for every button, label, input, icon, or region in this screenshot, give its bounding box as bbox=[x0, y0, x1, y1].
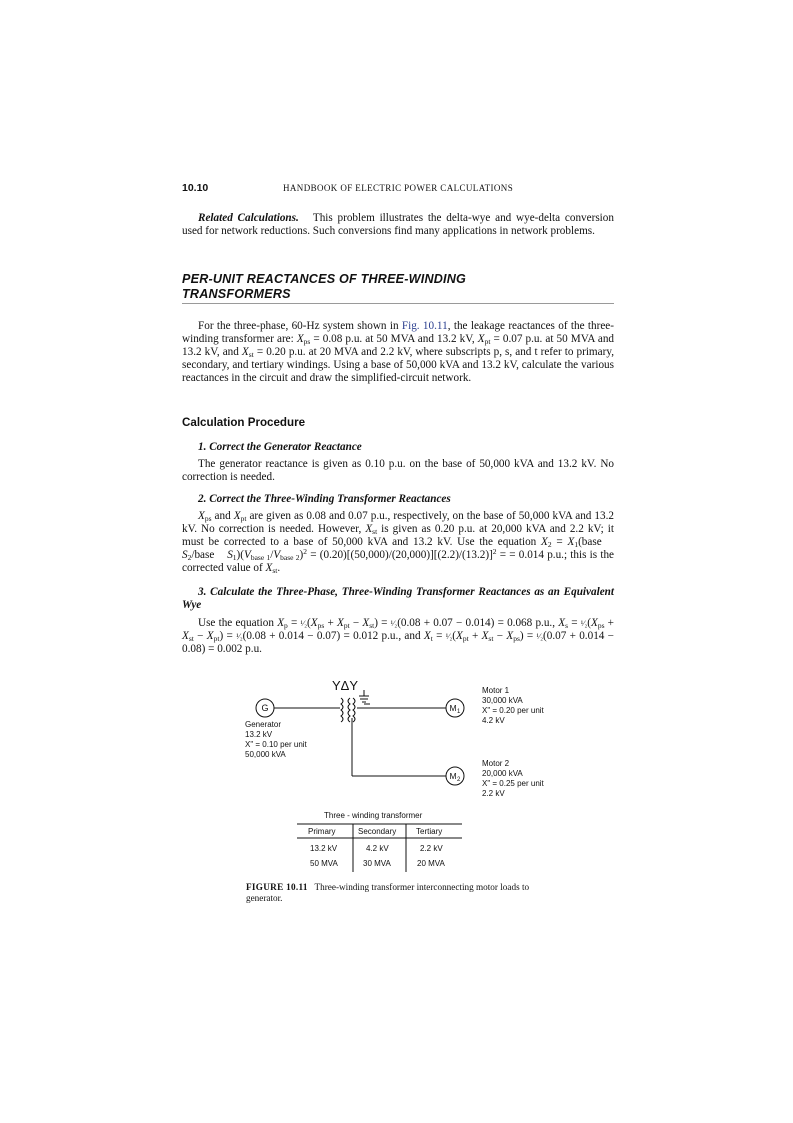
table-header-tertiary: Tertiary bbox=[416, 827, 443, 836]
table-cell: 4.2 kV bbox=[366, 844, 389, 853]
motor2-kv: 2.2 kV bbox=[482, 789, 505, 798]
step3-title: 3. Calculate the Three-Phase, Three-Winding Transformer Reactances as an Equivalent Wye bbox=[182, 586, 614, 611]
page-number: 10.10 bbox=[182, 182, 209, 194]
table-cell: 30 MVA bbox=[363, 859, 391, 868]
motor1-reactance: X" = 0.20 per unit bbox=[482, 706, 544, 715]
step1-title: 1. Correct the Generator Reactance bbox=[198, 441, 362, 453]
figure-caption bbox=[246, 882, 566, 904]
step3-xt: (0.07 + 0.014 − 0.08) = 0.002 p.u. bbox=[182, 630, 614, 655]
section-title bbox=[182, 272, 614, 302]
motor2-reactance: X" = 0.25 per unit bbox=[482, 779, 544, 788]
procedure-heading: Calculation Procedure bbox=[182, 416, 306, 429]
motor1-kva: 30,000 kVA bbox=[482, 696, 523, 705]
step2-d: = 0.014 p.u.; this is the corrected value of bbox=[182, 549, 615, 574]
motor1-label: Motor 1 bbox=[482, 686, 510, 695]
figure-caption-text: Three-winding transformer interconnecting motor loads to generator. bbox=[246, 882, 530, 903]
section-divider bbox=[182, 303, 614, 304]
ground-icon bbox=[359, 690, 369, 702]
motor1-kv: 4.2 kV bbox=[482, 716, 505, 725]
intro-xpt: = 0.07 p.u. at 50 MVA and 13.2 kV, and bbox=[182, 333, 615, 358]
table-header-primary: Primary bbox=[308, 827, 336, 836]
intro-text: For the three-phase, 60-Hz system shown in bbox=[198, 320, 402, 332]
generator-label: Generator bbox=[245, 720, 282, 729]
intro-xst: = 0.20 p.u. at 20 MVA and 2.2 kV, where subscripts p, s, and t refer to primary, secondary, and tertiary windings. Using a base of 50,000 kVA and 13.2 kV, calculate the various reactances in the circuit and draw the simplified-circuit network. bbox=[182, 346, 614, 384]
step2-title: 2. Correct the Three-Winding Transformer Reactances bbox=[198, 493, 451, 505]
problem-statement: For the three-phase, 60-Hz system shown in Fig. 10.11, the leakage reactances of the three-winding transformer are: $X_{ps} = 0.08$ p.u. at 50 MVA and 13.2 kV, $X_{pt} = 0.07$ p.u. at 50 MVA and 13.2 kV, and $X_{st} = 0.20$ p.u. at 20 MVA and 2.2 kV, where subscripts p, s, and t refer to primary, secondary, and tertiary windings. Using a base of 50,000 kVA and 13.2 kV, calculate the various reactances in the circuit and draw the simplified-circuit network. bbox=[182, 320, 615, 384]
step2-text: $X_{ps}$ and $X_{pt}$ are given as 0.08 and 0.07 p.u., respectively, on the base of 50,000 kVA and 13.2 kV. No correction is needed. However, $X_{st}$ is given as 0.20 p.u. at 20,000 kVA and 2.2 kV; it must be corrected to a base of 50,000 kVA and 13.2 kV. Use the equation $X_2$ = $X_1(base$ $S_2$/base $S_1)(V_{base 1}/V_{base 2})^2 = (0.20)[(50,000)/(20,000)][(2.2)/(13.2)]^2$ = = 0.014 p.u.; this is the corrected value of $X_{st}$. bbox=[182, 510, 615, 575]
figure-link[interactable]: Fig. 10.11 bbox=[401, 320, 448, 332]
related-calculations bbox=[182, 212, 614, 238]
step1-text: The generator reactance is given as 0.10 p.u. on the base of 50,000 kVA and 13.2 kV. No correction is needed. bbox=[182, 458, 614, 483]
page-header bbox=[182, 182, 614, 196]
table-header-secondary: Secondary bbox=[358, 827, 397, 836]
table-cell: 13.2 kV bbox=[310, 844, 338, 853]
step2-c: = (0.20)[(50,000)/(20,000)][(2.2)/(13.2)] bbox=[307, 549, 493, 561]
motor1-symbol: M bbox=[449, 703, 457, 713]
step3-xs: (0.08 + 0.014 − 0.07) = 0.012 p.u., and bbox=[242, 630, 424, 642]
step3-intro: Use the equation bbox=[198, 617, 278, 629]
circuit-diagram bbox=[240, 676, 570, 876]
running-title: HANDBOOK OF ELECTRIC POWER CALCULATIONS bbox=[283, 183, 514, 193]
step2-b: is given as 0.20 p.u. at 20,000 kVA and 2.2 kV; it must be corrected to a base of 50,000 kVA and 13.2 kV. Use the equation bbox=[182, 523, 614, 548]
table-cell: 2.2 kV bbox=[420, 844, 443, 853]
step2-a: are given as 0.08 and 0.07 p.u., respectively, on the base of 50,000 kVA and 13.2 kV. No correction is needed. However, bbox=[182, 510, 614, 535]
motor2-symbol: M bbox=[449, 771, 457, 781]
generator-kva: 50,000 kVA bbox=[245, 750, 286, 759]
section-title-line1: PER-UNIT REACTANCES OF THREE-WINDING bbox=[182, 272, 467, 286]
transformer-symbols: YΔY bbox=[332, 678, 359, 693]
intro-xps: = 0.08 p.u. at 50 MVA and 13.2 kV, bbox=[310, 333, 478, 345]
table-title: Three - winding transformer bbox=[324, 811, 423, 820]
step3-xp: (0.08 + 0.07 − 0.014) = 0.068 p.u., bbox=[397, 617, 556, 629]
motor2-sub: 2 bbox=[457, 777, 461, 783]
motor2-label: Motor 2 bbox=[482, 759, 510, 768]
section-title-line2: TRANSFORMERS bbox=[182, 287, 291, 301]
generator-reactance: X" = 0.10 per unit bbox=[245, 740, 307, 749]
table-cell: 50 MVA bbox=[310, 859, 338, 868]
intro-text: , the leakage reactances of the three-winding transformer are: bbox=[182, 320, 614, 345]
motor2-kva: 20,000 kVA bbox=[482, 769, 523, 778]
related-text: This problem illustrates the delta-wye and wye-delta conversion used for network reductions. Such conversions find many applications in network problems. bbox=[182, 212, 614, 237]
step3-text: Use the equation $X_p$ = $^1⁄_2(X_{ps} + X_{pt} - X_{st})$ = ¹⁄₂(0.08 + 0.07 − 0.014) = 0.068 p.u., $X_s$ = $^1⁄_2(X_{ps} + X_{st} - X_{pt})$ = ¹⁄₂(0.08 + 0.014 − 0.07) = 0.012 p.u., and $X_t$ = $^1⁄_2(X_{pt} + X_{st} - X_{ps})$ = ¹⁄₂(0.07 + 0.014 − 0.08) = 0.002 p.u. bbox=[182, 617, 614, 655]
figure-caption-label: FIGURE 10.11 bbox=[246, 882, 308, 892]
motor1-sub: 1 bbox=[457, 709, 461, 715]
table-cell: 20 MVA bbox=[417, 859, 445, 868]
generator-symbol: G bbox=[261, 703, 269, 713]
related-lead: Related Calculations. bbox=[198, 212, 299, 224]
generator-kv: 13.2 kV bbox=[245, 730, 273, 739]
